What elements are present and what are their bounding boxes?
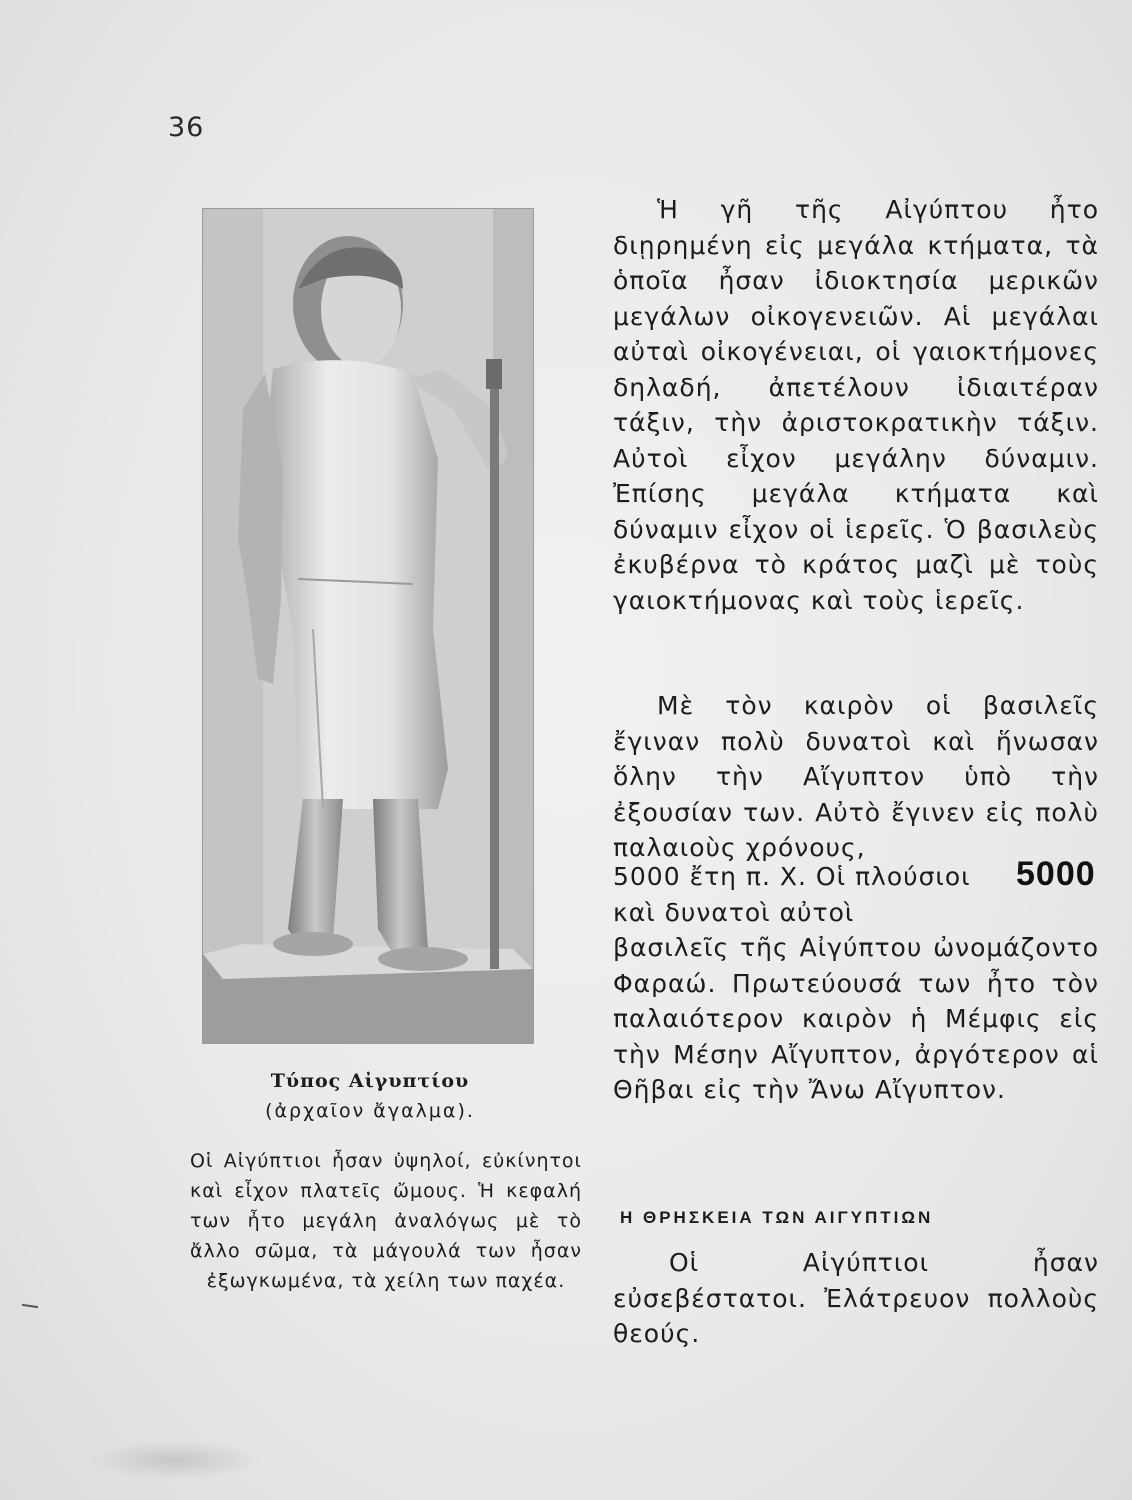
section-heading: Η ΘΡΗΣΚΕΙΑ ΤΩΝ ΑΙΓΥΠΤΙΩΝ [620, 1208, 934, 1227]
paragraph-kings-part2: 5000 ἔτη π. Χ. Οἱ πλούσιοι καὶ δυνατοὶ αὐτοὶ [613, 862, 971, 927]
paragraph-religion: Οἱ Αἰγύπτιοι ἦσαν εὐσεβέστατοι. Ἐλάτρευον πολλοὺς θεούς. [613, 1248, 1099, 1348]
figure-caption-title: Τύπος Αἰγυπτίου [270, 1070, 470, 1092]
figure-caption-body: Οἱ Αἰγύπτιοι ἦσαν ὑψηλοί, εὐκίνητοι καὶ εἶχον πλατεῖς ὤμους. Ἡ κεφαλή των ἦτο μεγάλη ἀναλόγως μὲ τὸ ἄλλο σῶμα, τὰ μάγουλά των ἦσαν ἐξωγκωμένα, τὰ χείλη των παχέα. [190, 1150, 582, 1292]
page-number: 36 [168, 112, 205, 143]
main-column [613, 192, 1099, 618]
statue-illustration [203, 209, 533, 1043]
page-smudge [90, 1440, 260, 1480]
paragraph-kings-part1: Μὲ τὸν καιρὸν οἱ βασιλεῖς ἔγιναν πολὺ δυνατοὶ καὶ ἥνωσαν ὅλην τὴν Αἴγυπτον ὑπὸ τὴν ἐξουσίαν των. Αὐτὸ ἔγινεν εἰς πολὺ παλαιοὺς χρόνους, [613, 691, 1099, 862]
figure-caption-subtitle: (ἀρχαῖον ἄγαλμα). [265, 1100, 475, 1122]
margin-note-year: 5000 [1016, 855, 1096, 893]
paragraph-land-ownership: Ἡ γῆ τῆς Αἰγύπτου ἦτο διῃρημένη εἰς μεγάλα κτήματα, τὰ ὁποῖα ἦσαν ἰδιοκτησία μερικῶν μεγάλων οἰκογενειῶν. Αἱ μεγάλαι αὐταὶ οἰκογένειαι, οἱ γαιοκτήμονες δηλαδή, ἀπετέλουν ἰδιαιτέραν τάξιν, τὴν ἀριστοκρατικὴν τάξιν. Αὐτοὶ εἶχον μεγάλην δύναμιν. Ἐπίσης μεγάλα κτήματα καὶ δύναμιν εἶχον οἱ ἱερεῖς. Ὁ βασιλεὺς ἐκυβέρνα τὸ κράτος μαζὶ μὲ τοὺς γαιοκτήμονας καὶ τοὺς ἱερεῖς. [613, 195, 1099, 615]
margin-mark [22, 1304, 38, 1308]
statue-photo [202, 208, 534, 1044]
paragraph-kings-part3: βασιλεῖς τῆς Αἰγύπτου ὠνομάζοντο Φαραώ. Πρωτεύουσά των ἦτο τὸν παλαιότερον καιρὸν ἡ Μέμφις εἰς τὴν Μέσην Αἴγυπτον, ἀργότερον αἱ Θῆβαι εἰς τὴν Ἄνω Αἴγυπτον. [613, 933, 1099, 1104]
